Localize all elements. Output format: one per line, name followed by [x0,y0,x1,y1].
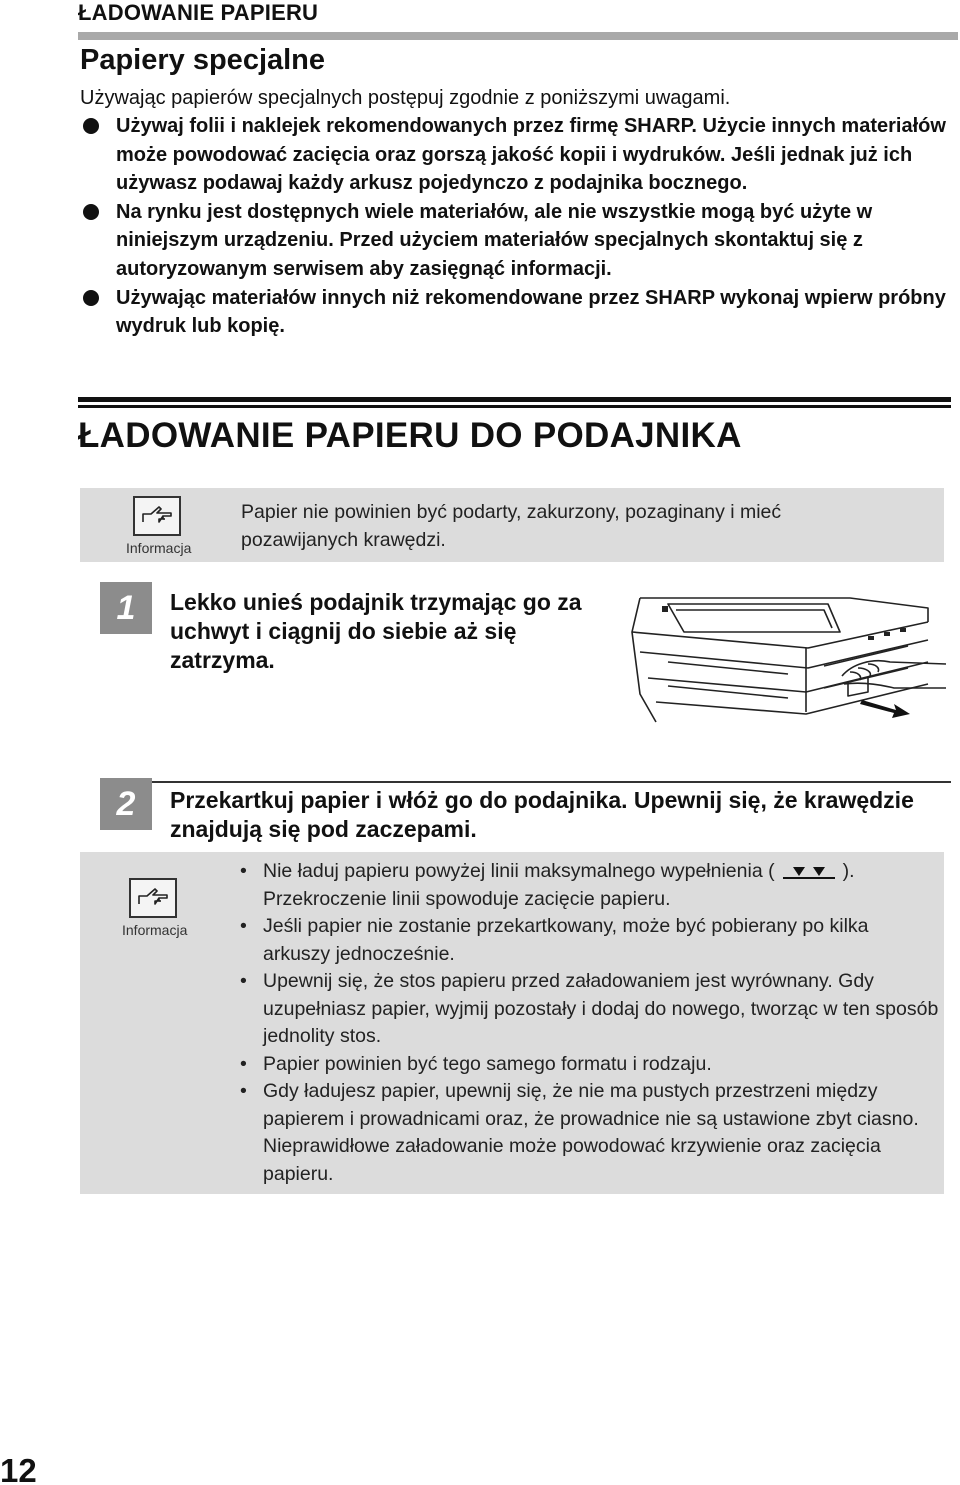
bullet-icon: • [240,915,247,937]
tip-text: Papier powinien być tego samego formatu i rodzaju. [263,1052,712,1075]
list-item [240,1078,940,1188]
tip-text: Jeśli papier nie zostanie przekartkowany, może być pobierany po kilka arkuszy jednocześnie. [263,915,869,965]
tip-text: Gdy ładujesz papier, upewnij się, że nie ma pustych przestrzeni między papierem i prowadnicami oraz, że prowadnice nie są ustawione zbyt ciasno. Nieprawidłowe załadowanie może powodować krzywienie oraz zacięcia papieru. [263,1080,919,1185]
bullet-icon: • [240,970,247,992]
bullet-dot-icon [83,290,99,306]
list-item [240,968,940,1051]
bullet-dot-icon [83,204,99,220]
list-item [80,112,950,198]
step-2-text: Przekartkuj papier i włóż go do podajnika. Upewnij się, że krawędzie znajdują się pod zaczepami. [170,787,914,842]
tip-text-part: ). [842,860,855,882]
bullet-icon: • [240,1052,247,1075]
step-2-divider [100,781,951,783]
max-fill-line-icon [779,863,839,881]
special-papers-list [80,112,950,341]
special-papers-title: Papiery specjalne [80,44,326,76]
tip-text-part: Nie ładuj papieru powyżej linii maksymalnego wypełnienia ( [263,860,775,882]
info-caption: Informacja [122,922,188,938]
list-item [80,198,950,284]
special-papers-intro: Używając papierów specjalnych postępuj zgodnie z poniższymi uwagami. [80,87,731,109]
step-1-number: 1 [100,582,152,634]
info-caption: Informacja [126,540,192,556]
pointing-hand-icon [133,496,181,536]
step-2-number: 2 [100,778,152,830]
bullet-icon: • [240,860,247,882]
list-item [240,858,940,913]
info-text: Papier nie powinien być podarty, zakurzony, pozaginany i mieć pozawijanych krawędzi. [241,501,782,551]
loading-section-title: ŁADOWANIE PAPIERU DO PODAJNIKA [78,416,742,455]
tray-pull-illustration [628,592,950,724]
step-1-text: Lekko unieś podajnik trzymając go za uchwyt i ciągnij do siebie aż się zatrzyma. [170,589,582,673]
loading-tips-list [240,858,940,1188]
section-divider-thin [78,405,951,408]
bullet-icon: • [240,1080,247,1102]
tip-text-part: Przekroczenie linii spowoduje zacięcie papieru. [263,887,671,910]
page-number: 12 [0,1452,37,1485]
info-box-paper-condition [80,488,944,562]
list-item-text: Na rynku jest dostępnych wiele materiałów, ale nie wszystkie mogą być użyte w niniejszym urządzeniu. Przed użyciem materiałów specjalnych skontaktuj się z autoryzowanym serwisem aby zasięgnąć informacji. [116,200,873,280]
section-divider-thick [78,397,951,402]
pointing-hand-icon [129,878,177,918]
list-item [240,913,940,968]
header-divider-bar [78,32,958,40]
bullet-dot-icon [83,118,99,134]
list-item [80,284,950,341]
tip-text: Upewnij się, że stos papieru przed załadowaniem jest wyrównany. Gdy uzupełniasz papier, wyjmij pozostały i dodaj do nowego, tworząc w ten sposób jednolity stos. [263,970,939,1047]
list-item-text: Używając materiałów innych niż rekomendowane przez SHARP wykonaj wpierw próbny wydruk lub kopię. [116,286,946,338]
list-item [240,1051,940,1079]
section-header-label: ŁADOWANIE PAPIERU [78,0,319,25]
list-item-text: Używaj folii i naklejek rekomendowanych przez firmę SHARP. Użycie innych materiałów może powodować zacięcia oraz gorszą jakość kopii i wydruków. Jeśli jednak już ich używasz podawaj każdy arkusz pojedynczo z podajnika bocznego. [116,115,946,195]
